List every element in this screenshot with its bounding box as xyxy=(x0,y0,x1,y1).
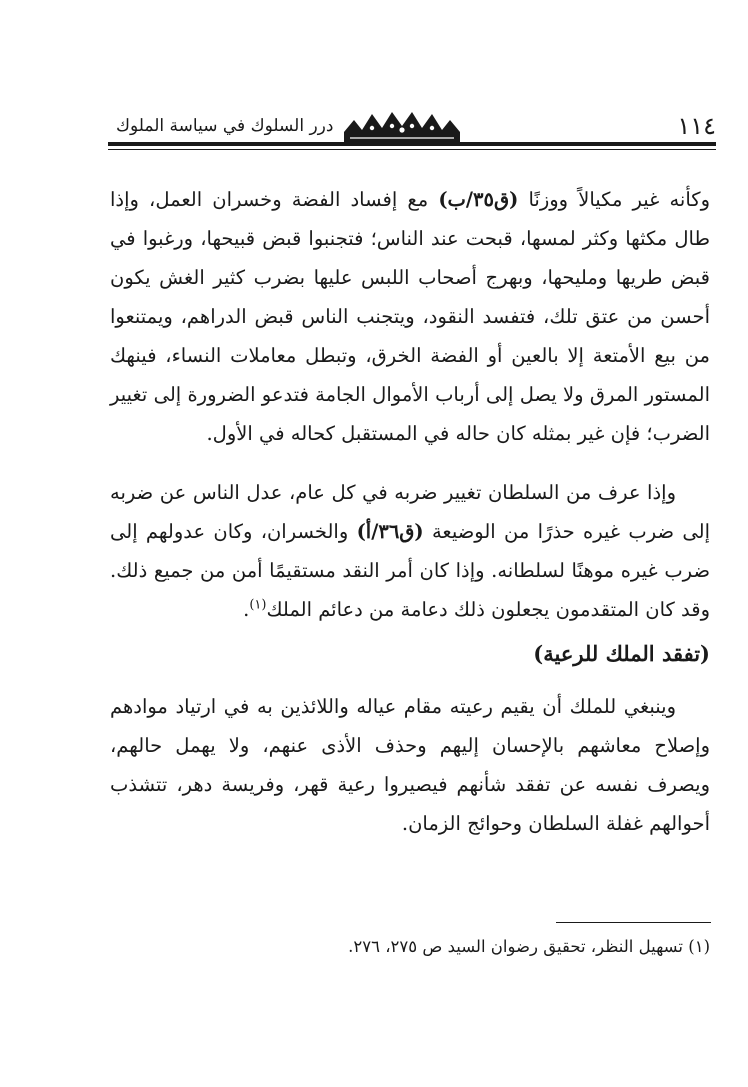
paragraph-gap xyxy=(110,453,710,473)
header-rule-thick xyxy=(108,142,716,146)
paragraph-2-start: وإذا عرف من السلطان تغيير ضربه في كل عام، عدل الناس عن ضربه إلى ضرب غيره حذرًا من الوضيعة xyxy=(110,481,710,543)
paragraph-1-start: وكأنه غير مكيالاً ووزنًا xyxy=(518,188,710,211)
page-number: ١١٤ xyxy=(677,112,716,140)
paragraph-2-end: . xyxy=(243,598,250,621)
manuscript-folio-ref: (ق٣٦/أ) xyxy=(356,520,424,543)
footnote-marker[interactable]: (١) xyxy=(249,597,267,613)
crown-ornament-icon xyxy=(340,108,464,144)
running-title: درر السلوك في سياسة الملوك xyxy=(116,116,334,136)
footnote-divider xyxy=(556,922,711,923)
header-rule-thin xyxy=(108,149,716,150)
paragraph-2 xyxy=(110,473,710,629)
footnote: (١) تسهيل النظر، تحقيق رضوان السيد ص ٢٧٥، ٢٧٦. xyxy=(348,937,710,956)
paragraph-3: وينبغي للملك أن يقيم رعيته مقام عياله واللائذين به في ارتياد موادهم وإصلاح معاشهم بالإحسان إليهم وحذف الأذى عنهم، ولا يهمل حالهم، ويصرف نفسه عن تفقد شأنهم فيصيروا رعية قهر، وفريسة دهر، تتشذب أحوالهم غفلة السلطان وحوائج الزمان. xyxy=(110,695,710,835)
paragraph-1 xyxy=(110,180,710,453)
paragraph-2-rest: والخسران، وكان عدولهم إلى ضرب غيره موهنًا لسلطانه. وإذا كان أمر النقد مستقيمًا أمن من جميع ذلك. وقد كان المتقدمون يجعلون ذلك دعامة من دعائم الملك xyxy=(110,520,710,621)
manuscript-folio-ref: (ق٣٥/ب) xyxy=(438,188,519,211)
paragraph-1-rest: مع إفساد الفضة وخسران العمل، وإذا طال مكثها وكثر لمسها، قبحت عند الناس؛ فتجنبوا قبض قبيحها، ورغبوا في قبض طريها ومليحها، وبهرج أصحاب اللبس عليها بضرب كثير الغش يكون أحسن من عتق تلك، فتفسد النقود، ويتجنب الناس قبض الدراهم، ويمتنعوا من بيع الأمتعة إلا بالعين أو الفضة الخرق، وتبطل معاملات النساء، فينهك المستور المرق ولا يصل إلى أرباب الأموال الجامة فتدعو الضرورة إلى تغيير الضرب؛ فإن غير بمثله كان حاله في المستقبل كحاله في الأول. xyxy=(110,188,710,445)
section-heading: (تفقد الملك للرعية) xyxy=(533,641,710,666)
page-header xyxy=(108,104,716,154)
main-text xyxy=(110,180,710,843)
heading-gap xyxy=(110,679,710,687)
